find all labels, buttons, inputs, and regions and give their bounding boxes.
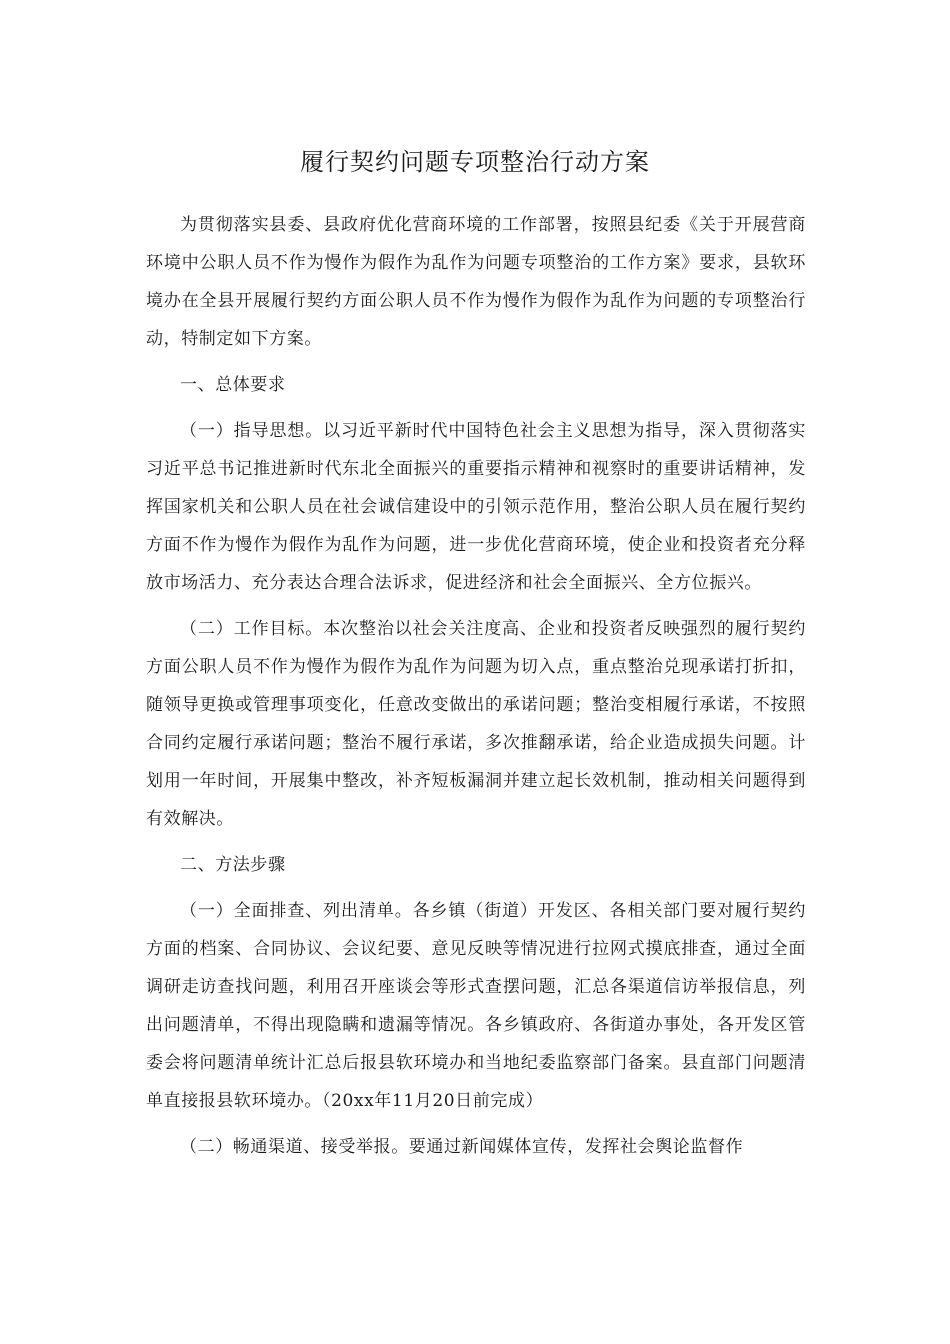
reporting-channels-paragraph: （二）畅通渠道、接受举报。要通过新闻媒体宣传，发挥社会舆论监督作 (180, 1137, 744, 1157)
document-body (146, 206, 806, 1174)
section-heading-methods-steps: 二、方法步骤 (180, 855, 286, 875)
section-heading-overall-requirements: 一、总体要求 (180, 375, 286, 395)
intro-paragraph: 为贯彻落实县委、县政府优化营商环境的工作部署，按照县纪委《关于开展营商环境中公职人员不作为慢作为假作为乱作为问题专项整治的工作方案》要求，县软环境办在全县开展履行契约方面公职人员不作为慢作为假作为乱作为问题的专项整治行动，特制定如下方案。 (146, 215, 806, 349)
work-goal-paragraph: （二）工作目标。本次整治以社会关注度高、企业和投资者反映强烈的履行契约方面公职人员不作为慢作为假作为乱作为问题为切入点，重点整治兑现承诺打折扣，随领导更换或管理事项变化，任意改变做出的承诺问题；整治变相履行承诺，不按照合同约定履行承诺问题；整治不履行承诺，多次推翻承诺，给企业造成损失问题。计划用一年时间，开展集中整改，补齐短板漏洞并建立起长效机制，推动相关问题得到有效解决。 (146, 619, 806, 829)
investigation-paragraph: （一）全面排查、列出清单。各乡镇（街道）开发区、各相关部门要对履行契约方面的档案、合同协议、会议纪要、意见反映等情况进行拉网式摸底排查，通过全面调研走访查找问题，利用召开座谈会等形式查摆问题，汇总各渠道信访举报信息，列出问题清单，不得出现隐瞒和遗漏等情况。各乡镇政府、各街道办事处，各开发区管委会将问题清单统计汇总后报县软环境办和当地纪委监察部门备案。县直部门问题清单直接报县软环境办。（20xx年11月20日前完成） (146, 901, 806, 1111)
document-title: 履行契约问题专项整治行动方案 (300, 148, 650, 176)
guiding-ideology-paragraph: （一）指导思想。以习近平新时代中国特色社会主义思想为指导，深入贯彻落实习近平总书记推进新时代东北全面振兴的重要指示精神和视察时的重要讲话精神，发挥国家机关和公职人员在社会诚信建设中的引领示范作用，整治公职人员在履行契约方面不作为慢作为假作为乱作为问题，进一步优化营商环境，使企业和投资者充分释放市场活力、充分表达合理合法诉求，促进经济和社会全面振兴、全方位振兴。 (146, 421, 806, 593)
